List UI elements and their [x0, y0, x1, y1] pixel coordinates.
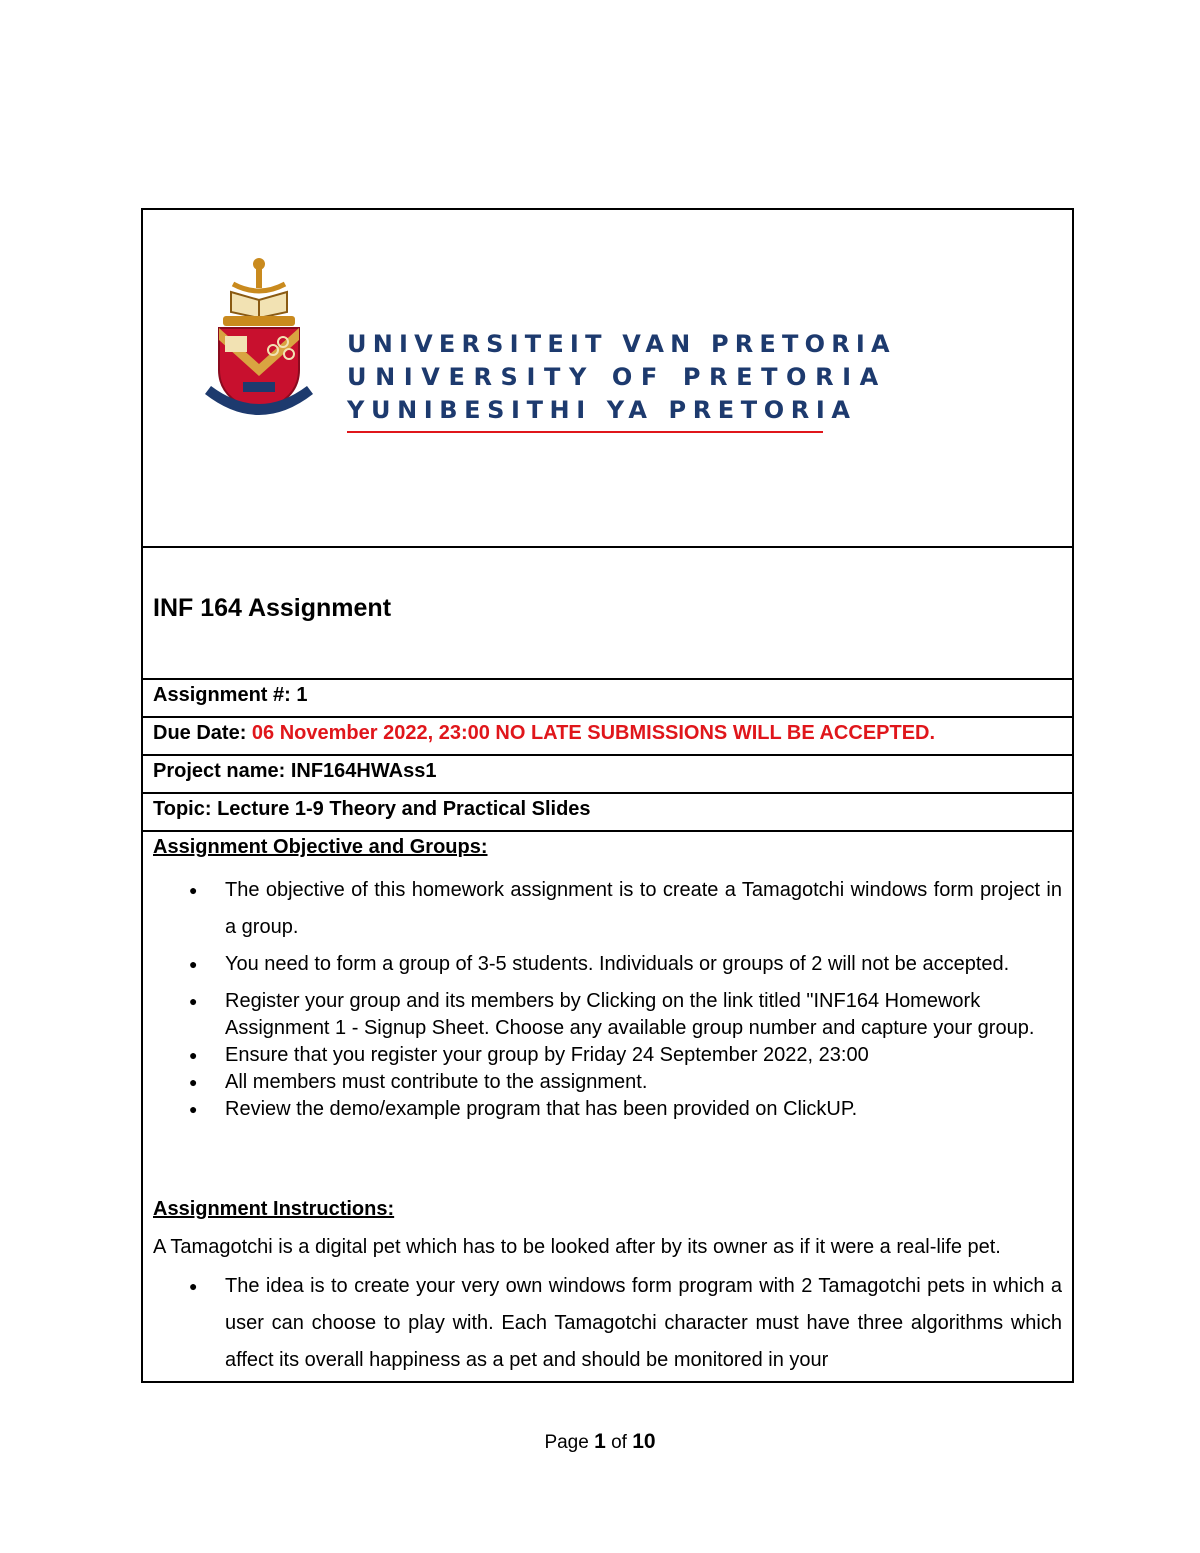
logo-row — [143, 210, 1072, 548]
page-footer — [0, 1430, 1200, 1454]
topic-row — [143, 792, 1072, 832]
wordmark-line-afrikaans: UNIVERSITEIT VAN PRETORIA — [347, 330, 896, 358]
assignment-number-cell — [153, 684, 308, 707]
project-name-cell — [153, 760, 436, 783]
project-name-label: Project name: — [153, 760, 286, 782]
topic-cell — [153, 798, 591, 821]
page-number: 1 — [594, 1430, 606, 1453]
wordmark-underline — [347, 431, 823, 433]
instructions-intro: A Tamagotchi is a digital pet which has to be looked after by its owner as if it were a real-life pet. — [153, 1236, 1001, 1258]
objective-heading: Assignment Objective and Groups: — [153, 836, 488, 858]
topic-value: Lecture 1-9 Theory and Practical Slides — [217, 798, 591, 820]
title-row — [143, 546, 1072, 680]
of-label: of — [611, 1432, 627, 1453]
topic-label: Topic: — [153, 798, 212, 820]
list-item: ● You need to form a group of 3-5 students. Individuals or groups of 2 will not be accepted. — [153, 946, 1062, 983]
university-wordmark — [347, 328, 896, 433]
due-date-row — [143, 716, 1072, 756]
project-name-row — [143, 754, 1072, 794]
page-title: INF 164 Assignment — [153, 594, 392, 622]
instructions-list — [153, 1268, 1062, 1379]
objective-list — [153, 872, 1062, 1123]
list-item: ● Register your group and its members by Clicking on the link titled "INF164 Homework Assignment 1 - Signup Sheet. Choose any available group number and capture your group. — [153, 988, 1062, 1042]
instructions-heading: Assignment Instructions: — [153, 1198, 395, 1220]
due-date-label: Due Date: — [153, 722, 247, 744]
project-name-value: INF164HWAss1 — [290, 760, 437, 782]
list-item: ● The objective of this homework assignment is to create a Tamagotchi windows form project in a group. — [153, 872, 1062, 946]
assignment-number-row — [143, 678, 1072, 718]
assignment-number-value: 1 — [296, 684, 308, 706]
list-item: ● Ensure that you register your group by Friday 24 September 2022, 23:00 — [153, 1042, 1062, 1069]
list-item: ● The idea is to create your very own windows form program with 2 Tamagotchi pets in which a user can choose to play with. Each Tamagotchi character must have three algorithms which affect its overall happiness as a pet and should be monitored in your — [153, 1268, 1062, 1379]
assignment-table — [141, 208, 1074, 1383]
due-date-value: 06 November 2022, 23:00 NO LATE SUBMISSIONS WILL BE ACCEPTED. — [251, 722, 936, 744]
page-total: 10 — [632, 1430, 656, 1453]
wordmark-line-english: UNIVERSITY OF PRETORIA — [347, 363, 887, 391]
content-row — [143, 832, 1072, 1381]
list-item: ● Review the demo/example program that has been provided on ClickUP. — [153, 1096, 1062, 1123]
wordmark-line-sepedi: YUNIBESITHI YA PRETORIA — [347, 396, 857, 424]
university-crest-icon — [203, 254, 315, 424]
assignment-number-label: Assignment #: — [153, 684, 291, 706]
due-date-cell — [153, 722, 935, 745]
list-item: ● All members must contribute to the assignment. — [153, 1069, 1062, 1096]
page-label: Page — [544, 1432, 589, 1453]
